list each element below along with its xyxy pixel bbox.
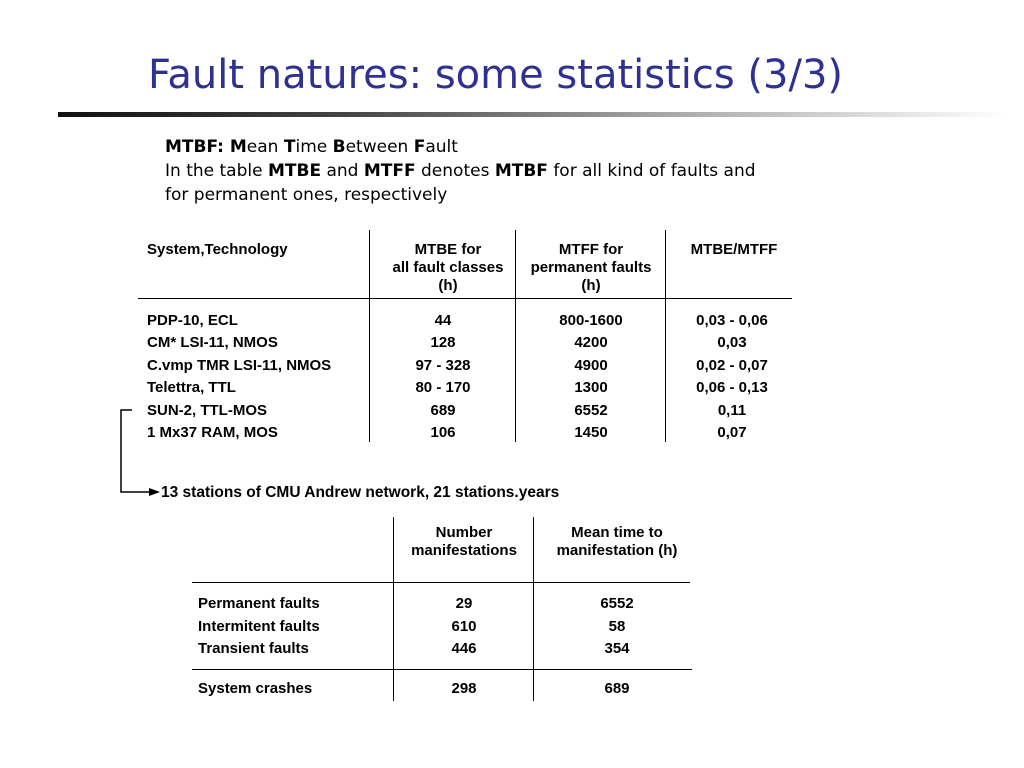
table-row-total: System crashes xyxy=(198,680,313,697)
intro-letter-m: M xyxy=(229,137,247,157)
cell-ratio: 0,03 - 0,06 xyxy=(696,312,768,329)
cell-mtbe: 44 xyxy=(434,312,452,329)
header-mtff xyxy=(516,241,666,295)
cell-ratio: 0,02 - 0,07 xyxy=(696,357,768,374)
cell-mtff: 6552 xyxy=(574,402,608,419)
intro-text-a: In the table xyxy=(165,161,268,181)
header-mean-time xyxy=(534,524,700,560)
intro-line-3: for permanent ones, respectively xyxy=(165,185,448,205)
cell-mean: 354 xyxy=(604,640,630,657)
intro-mtbf: MTBF xyxy=(494,161,548,181)
intro-text-d: for all kind of faults and xyxy=(547,161,756,181)
header-ratio: MTBE/MTFF xyxy=(690,241,778,258)
table-row: Permanent faults xyxy=(198,595,320,612)
cell-ratio: 0,03 xyxy=(717,334,747,351)
cell-mean: 58 xyxy=(608,618,626,635)
cell-number: 446 xyxy=(451,640,477,657)
cell-mtbe: 80 - 170 xyxy=(415,379,471,396)
header-mtbe-line-1: MTBE for xyxy=(414,241,482,258)
intro-word-ean: ean xyxy=(246,137,284,157)
connector-arrow-icon xyxy=(115,405,165,501)
table1-header-rule xyxy=(138,298,792,299)
cell-mtff: 1450 xyxy=(574,424,608,441)
table-row: Transient faults xyxy=(198,640,309,657)
intro-text-b: and xyxy=(321,161,364,181)
table2-header-rule xyxy=(192,582,690,583)
cell-mtbe: 106 xyxy=(430,424,456,441)
header-mean-line-1: Mean time to xyxy=(571,524,663,541)
table-row: Intermitent faults xyxy=(198,618,320,635)
intro-mtff: MTFF xyxy=(363,161,416,181)
header-mtbe-line-3: (h) xyxy=(438,277,458,294)
intro-word-ault: ault xyxy=(425,137,458,157)
slide-title: Fault natures: some statistics (3/3) xyxy=(148,52,844,98)
cell-number-total: 298 xyxy=(451,680,477,697)
cell-mtff: 1300 xyxy=(574,379,608,396)
intro-letter-t: T xyxy=(283,137,296,157)
header-number-line-1: Number xyxy=(435,524,493,541)
cell-ratio: 0,06 - 0,13 xyxy=(696,379,768,396)
cell-mtff: 800-1600 xyxy=(559,312,623,329)
intro-term: MTBF xyxy=(165,137,218,157)
table-row: PDP-10, ECL xyxy=(147,312,238,329)
cell-mtbe: 128 xyxy=(430,334,456,351)
cell-number: 610 xyxy=(451,618,477,635)
intro-line-1 xyxy=(165,135,756,159)
table2-total-rule xyxy=(192,669,692,670)
cell-mean: 6552 xyxy=(600,595,634,612)
cell-ratio: 0,07 xyxy=(717,424,747,441)
intro-letter-b: B xyxy=(332,137,346,157)
table-row: 1 Mx37 RAM, MOS xyxy=(147,424,278,441)
network-note: 13 stations of CMU Andrew network, 21 stations.years xyxy=(161,484,560,501)
intro-line-2 xyxy=(165,159,756,183)
cell-mtbe: 97 - 328 xyxy=(415,357,471,374)
table-row: SUN-2, TTL-MOS xyxy=(147,402,267,419)
table-row: CM* LSI-11, NMOS xyxy=(147,334,278,351)
cell-mean-total: 689 xyxy=(604,680,630,697)
cell-mtff: 4200 xyxy=(574,334,608,351)
cell-ratio: 0,11 xyxy=(717,402,747,419)
header-mtbe xyxy=(372,241,524,295)
intro-mtbe: MTBE xyxy=(267,161,322,181)
header-mtff-line-1: MTFF for xyxy=(558,241,624,258)
header-mtff-line-3: (h) xyxy=(581,277,601,294)
cell-number: 29 xyxy=(455,595,473,612)
intro-text-c: denotes xyxy=(415,161,495,181)
header-mtff-line-2: permanent faults xyxy=(530,259,652,276)
intro-word-ime: ime xyxy=(295,137,333,157)
table-row: Telettra, TTL xyxy=(147,379,236,396)
cell-mtff: 4900 xyxy=(574,357,608,374)
cell-mtbe: 689 xyxy=(430,402,456,419)
header-mtbe-line-2: all fault classes xyxy=(392,259,504,276)
intro-text xyxy=(165,135,756,207)
header-system: System,Technology xyxy=(147,241,288,258)
header-number-line-2: manifestations xyxy=(411,542,517,559)
intro-letter-f: F xyxy=(413,137,426,157)
intro-word-etween: etween xyxy=(345,137,414,157)
intro-colon: : xyxy=(217,137,230,157)
header-mean-line-2: manifestation (h) xyxy=(556,542,678,559)
header-number xyxy=(394,524,534,560)
title-underline xyxy=(58,112,1008,117)
table-row: C.vmp TMR LSI-11, NMOS xyxy=(147,357,332,374)
